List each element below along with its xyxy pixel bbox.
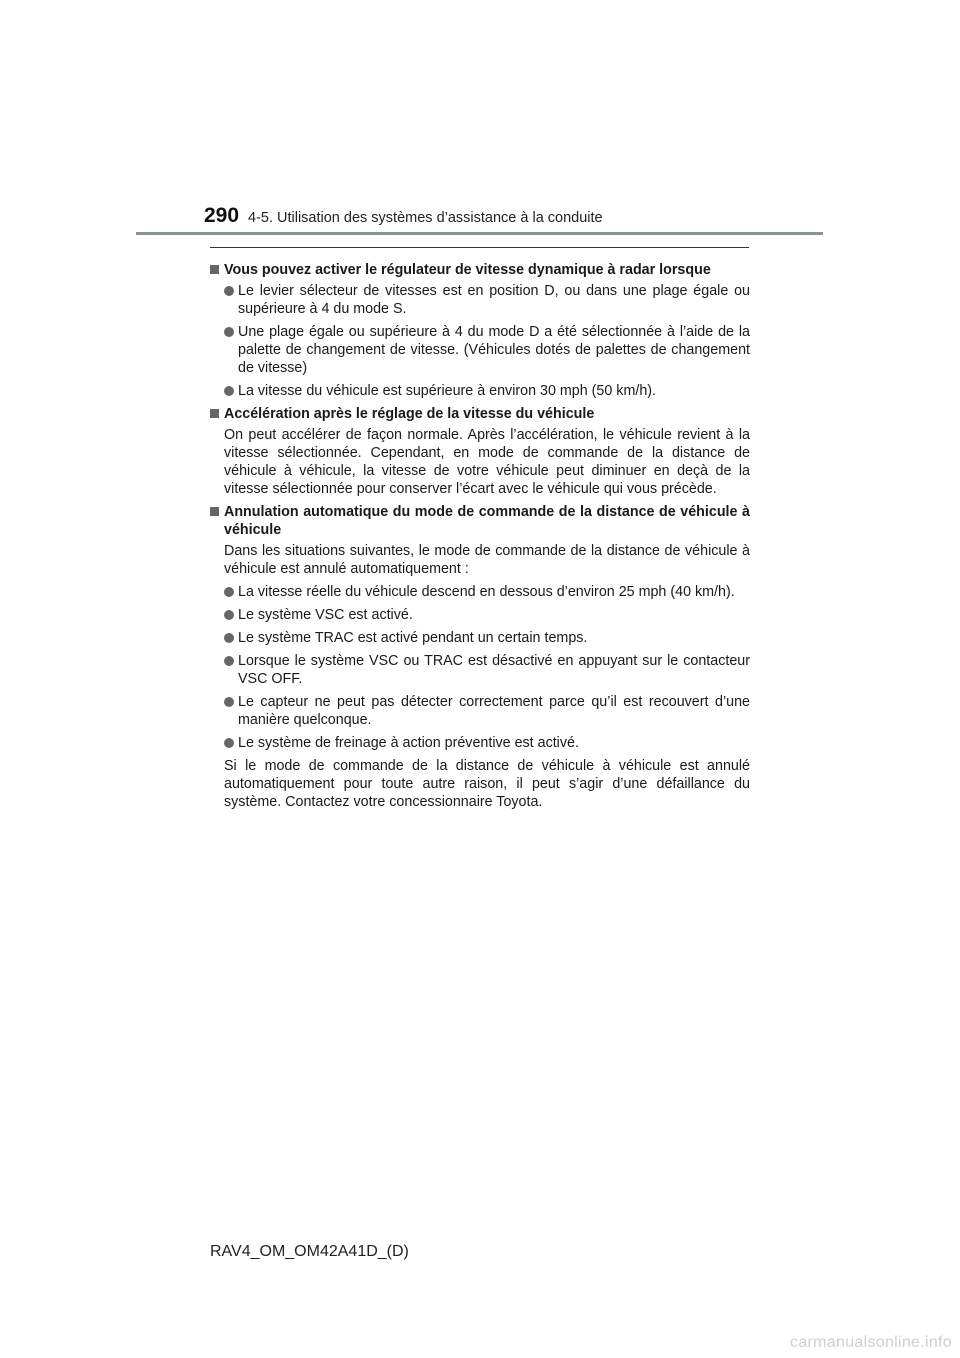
header-divider [136, 232, 823, 235]
round-bullet-icon [224, 738, 234, 748]
square-bullet-icon [210, 265, 219, 274]
round-bullet-icon [224, 697, 234, 707]
round-bullet-icon [224, 610, 234, 620]
round-bullet-icon [224, 633, 234, 643]
page-content [210, 256, 750, 816]
section-heading: Vous pouvez activer le régulateur de vitesse dynamique à radar lorsque [210, 261, 750, 279]
content-divider [210, 247, 749, 248]
paragraph: Si le mode de commande de la distance de véhicule à véhicule est annulé automatiquement pour toute autre raison, il peut s’agir d’une défaillance du système. Contactez votre concessionnaire Toyota. [224, 758, 750, 810]
round-bullet-icon [224, 286, 234, 296]
round-bullet-icon [224, 327, 234, 337]
round-bullet-icon [224, 656, 234, 666]
document-code: RAV4_OM_OM42A41D_(D) [210, 1243, 409, 1260]
list-item: Le système TRAC est activé pendant un certain temps. [210, 629, 750, 647]
square-bullet-icon [210, 507, 219, 516]
square-bullet-icon [210, 409, 219, 418]
list-item: Une plage égale ou supérieure à 4 du mode D a été sélectionnée à l’aide de la palette de changement de vitesse. (Véhicules dotés de palettes de changement de vitesse) [210, 323, 750, 377]
round-bullet-icon [224, 386, 234, 396]
list-item: Le levier sélecteur de vitesses est en position D, ou dans une plage égale ou supérieure à 4 du mode S. [210, 282, 750, 318]
paragraph: On peut accélérer de façon normale. Après l’accélération, le véhicule revient à la vitesse sélectionnée. Cependant, en mode de commande de la distance de véhicule à véhicule, la vitesse de votre véhicule peut diminuer en deçà de la vitesse sélectionnée pour conserver l’écart avec le véhicule qui vous précède. [224, 427, 750, 497]
section-heading: Accélération après le réglage de la vitesse du véhicule [210, 405, 750, 423]
paragraph: Dans les situations suivantes, le mode de commande de la distance de véhicule à véhicule est annulé automatiquement : [224, 543, 750, 577]
section-title: 4-5. Utilisation des systèmes d’assistance à la conduite [248, 210, 603, 226]
section-heading: Annulation automatique du mode de commande de la distance de véhicule à véhicule [210, 503, 750, 539]
list-item: Lorsque le système VSC ou TRAC est désactivé en appuyant sur le contacteur VSC OFF. [210, 652, 750, 688]
list-item: Le capteur ne peut pas détecter correctement parce qu’il est recouvert d’une manière quelconque. [210, 693, 750, 729]
watermark: carmanualsonline.info [790, 1334, 952, 1351]
list-item: Le système de freinage à action préventive est activé. [210, 734, 750, 752]
round-bullet-icon [224, 587, 234, 597]
list-item: La vitesse du véhicule est supérieure à environ 30 mph (50 km/h). [210, 382, 750, 400]
list-item: La vitesse réelle du véhicule descend en dessous d’environ 25 mph (40 km/h). [210, 583, 750, 601]
list-item: Le système VSC est activé. [210, 606, 750, 624]
page-number: 290 [204, 204, 240, 227]
